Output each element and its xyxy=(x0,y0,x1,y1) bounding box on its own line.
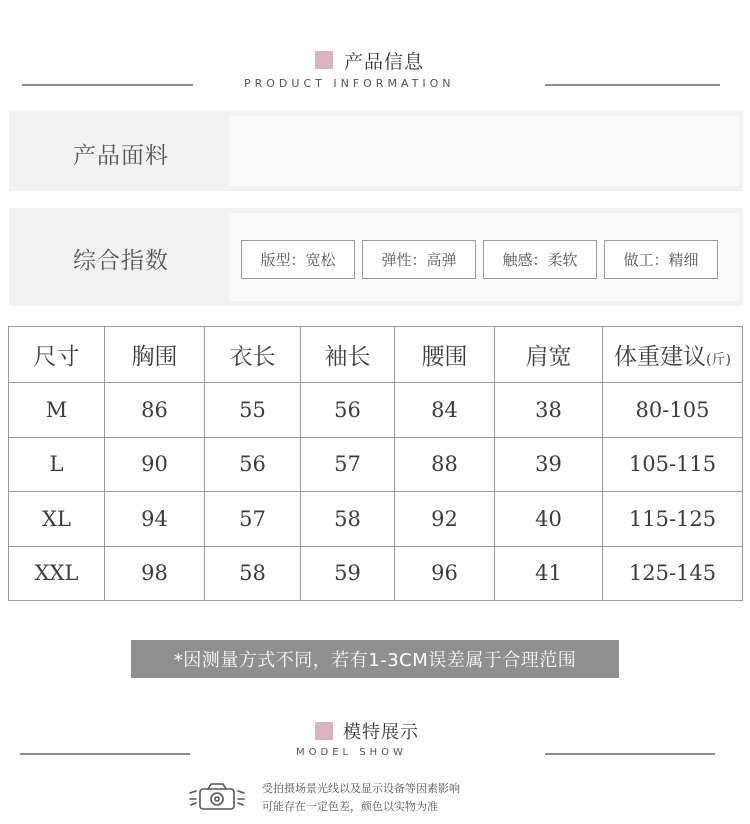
tag-feel: 触感：柔软 xyxy=(483,240,597,279)
table-cell: 39 xyxy=(495,437,603,492)
model-show-title: 模特展示 xyxy=(343,722,419,743)
table-row xyxy=(9,492,743,547)
index-tags-box xyxy=(229,213,739,301)
header-length: 衣长 xyxy=(205,327,301,383)
header-size: 尺寸 xyxy=(9,327,105,383)
table-cell: 84 xyxy=(395,383,495,438)
tag-elasticity: 弹性：高弹 xyxy=(362,240,476,279)
table-cell: 115-125 xyxy=(603,492,743,547)
table-cell: 57 xyxy=(301,437,395,492)
header-waist: 腰围 xyxy=(395,327,495,383)
size-table-header-row xyxy=(9,327,743,383)
table-cell: 55 xyxy=(205,383,301,438)
camera-icon xyxy=(188,781,246,813)
fabric-label: 产品面料 xyxy=(73,143,169,169)
table-cell: 125-145 xyxy=(603,546,743,601)
header-square-icon xyxy=(315,51,333,69)
table-cell: M xyxy=(9,383,105,438)
model-square-icon xyxy=(315,722,333,740)
fabric-panel xyxy=(9,111,743,191)
disclaimer-line-1: 受拍摄场景光线以及显示设备等因素影响 xyxy=(262,782,460,795)
table-cell: 98 xyxy=(105,546,205,601)
header-weight xyxy=(603,327,743,383)
table-cell: 80-105 xyxy=(603,383,743,438)
table-row xyxy=(9,383,743,438)
header-divider-right xyxy=(545,84,720,86)
table-cell: 41 xyxy=(495,546,603,601)
table-cell: 88 xyxy=(395,437,495,492)
header-divider-left xyxy=(22,84,193,86)
table-cell: 96 xyxy=(395,546,495,601)
header-sleeve: 袖长 xyxy=(301,327,395,383)
product-info-subtitle: PRODUCT INFORMATION xyxy=(244,77,455,90)
header-weight-label: 体重建议 xyxy=(614,344,707,370)
table-cell: 92 xyxy=(395,492,495,547)
table-cell: 94 xyxy=(105,492,205,547)
weight-unit: (斤) xyxy=(706,352,731,368)
model-divider-right xyxy=(545,753,715,755)
model-show-subtitle: MODEL SHOW xyxy=(296,747,407,758)
table-cell: XXL xyxy=(9,546,105,601)
table-cell: 58 xyxy=(205,546,301,601)
tag-fit: 版型：宽松 xyxy=(241,240,355,279)
table-cell: 105-115 xyxy=(603,437,743,492)
table-cell: XL xyxy=(9,492,105,547)
table-cell: 90 xyxy=(105,437,205,492)
tag-workmanship: 做工：精细 xyxy=(604,240,718,279)
table-cell: 38 xyxy=(495,383,603,438)
product-info-title: 产品信息 xyxy=(344,51,425,73)
index-panel xyxy=(9,208,743,306)
header-shoulder: 肩宽 xyxy=(495,327,603,383)
table-cell: 56 xyxy=(301,383,395,438)
model-divider-left xyxy=(20,753,190,755)
table-cell: 86 xyxy=(105,383,205,438)
table-cell: 59 xyxy=(301,546,395,601)
measurement-note: *因测量方式不同，若有1-3CM误差属于合理范围 xyxy=(131,640,619,678)
fabric-value xyxy=(229,116,739,186)
disclaimer-line-2: 可能存在一定色差，颜色以实物为准 xyxy=(262,800,438,813)
table-cell: L xyxy=(9,437,105,492)
table-row xyxy=(9,437,743,492)
header-chest: 胸围 xyxy=(105,327,205,383)
table-row xyxy=(9,546,743,601)
table-cell: 58 xyxy=(301,492,395,547)
table-cell: 57 xyxy=(205,492,301,547)
table-cell: 56 xyxy=(205,437,301,492)
table-cell: 40 xyxy=(495,492,603,547)
size-table xyxy=(8,326,743,601)
index-label: 综合指数 xyxy=(73,248,169,274)
